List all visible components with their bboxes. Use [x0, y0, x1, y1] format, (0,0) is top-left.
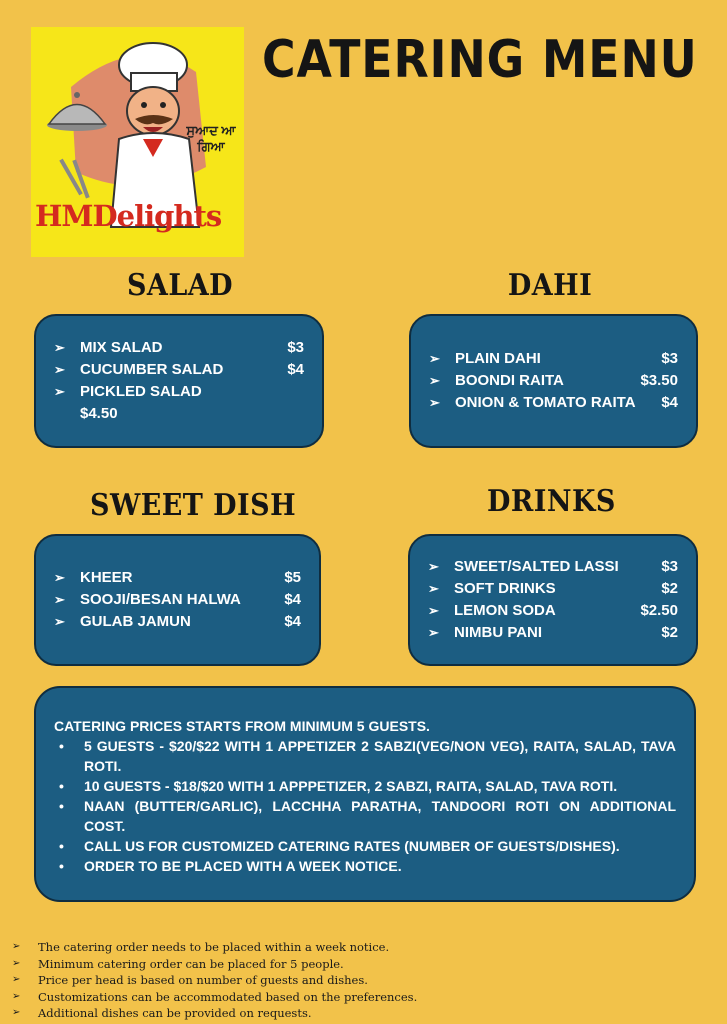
drinks-panel [408, 534, 698, 666]
arrow-bullet-icon: ➢ [12, 990, 21, 1002]
arrow-bullet-icon: ➢ [429, 351, 440, 366]
bullet-dot-icon: • [59, 858, 64, 874]
arrow-bullet-icon: ➢ [54, 340, 65, 355]
bullet-dot-icon: • [59, 778, 64, 794]
arrow-bullet-icon: ➢ [54, 570, 65, 585]
arrow-bullet-icon: ➢ [12, 941, 21, 952]
drinks-title: DRINKS [487, 484, 616, 519]
notes-list [12, 939, 712, 1022]
note-item: ➢ Additional dishes can be provided on requests. [12, 1006, 312, 1020]
note-item: ➢ Minimum catering order can be placed for 5 people. [12, 956, 344, 971]
catering-points [54, 736, 676, 876]
list-item: ➢ ONION & TOMATO RAITA $4 [429, 392, 678, 414]
arrow-bullet-icon: ➢ [12, 974, 21, 985]
arrow-bullet-icon: ➢ [12, 957, 21, 969]
salad-title: SALAD [126, 268, 234, 303]
list-item: ➢ BOONDI RAITA $3.50 [429, 370, 678, 392]
dahi-panel [409, 314, 698, 448]
list-item: ➢ CUCUMBER SALAD $4 [54, 359, 304, 381]
list-item: ➢ KHEER $5 [54, 567, 301, 589]
list-item: • NAAN (BUTTER/GARLIC), LACCHHA PARATHA, TANDOORI ROTI ON ADDITIONAL COST. [54, 796, 676, 836]
list-item: • ORDER TO BE PLACED WITH A WEEK NOTICE. [54, 856, 676, 876]
arrow-bullet-icon: ➢ [54, 592, 65, 607]
list-item: ➢ SWEET/SALTED LASSI $3 [428, 556, 678, 578]
list-item: ➢ SOFT DRINKS $2 [428, 578, 678, 600]
logo-tagline: ਸੁਆਦ ਆ ਗਿਆ [186, 123, 236, 154]
note-item: ➢ Customizations can be accommodated based on the preferences. [12, 989, 418, 1004]
dahi-title: DAHI [507, 268, 593, 303]
sweet-dish-title: SWEET DISH [90, 488, 297, 523]
list-item: ➢ SOOJI/BESAN HALWA $4 [54, 589, 301, 611]
list-item: ➢ NIMBU PANI $2 [428, 622, 678, 644]
catering-lead: CATERING PRICES STARTS FROM MINIMUM 5 GUESTS. [54, 718, 430, 734]
list-item: • 10 GUESTS - $18/$20 WITH 1 APPPETIZER, 2 SABZI, RAITA, SALAD, TAVA ROTI. [54, 776, 676, 796]
list-item: • 5 GUESTS - $20/$22 WITH 1 APPETIZER 2 SABZI(VEG/NON VEG), RAITA, SALAD, TAVA ROTI. [54, 736, 676, 776]
salad-panel [34, 314, 324, 448]
list-item: ➢ PLAIN DAHI $3 [429, 348, 678, 370]
logo [31, 27, 244, 257]
arrow-bullet-icon: ➢ [54, 614, 65, 629]
arrow-bullet-icon: ➢ [54, 384, 65, 399]
bullet-dot-icon: • [59, 738, 64, 754]
arrow-bullet-icon: ➢ [428, 625, 439, 640]
arrow-bullet-icon: ➢ [428, 559, 439, 574]
note-item: ➢ Price per head is based on number of guests and dishes. [12, 973, 368, 987]
list-item: ➢ MIX SALAD $3 [54, 337, 304, 359]
catering-info-panel [34, 686, 696, 902]
bullet-dot-icon: • [59, 798, 64, 814]
list-item: • CALL US FOR CUSTOMIZED CATERING RATES (NUMBER OF GUESTS/DISHES). [54, 836, 676, 856]
list-item: ➢ PICKLED SALAD $4.50 [54, 383, 202, 422]
list-item: ➢ LEMON SODA $2.50 [428, 600, 678, 622]
logo-brand: HMDelights [35, 199, 222, 233]
arrow-bullet-icon: ➢ [54, 362, 65, 377]
note-item: ➢ The catering order needs to be placed within a week notice. [12, 940, 390, 954]
sweet-dish-panel [34, 534, 321, 666]
list-item: ➢ GULAB JAMUN $4 [54, 611, 301, 633]
bullet-dot-icon: • [59, 838, 64, 854]
arrow-bullet-icon: ➢ [429, 373, 440, 388]
arrow-bullet-icon: ➢ [428, 603, 439, 618]
arrow-bullet-icon: ➢ [12, 1007, 21, 1018]
arrow-bullet-icon: ➢ [428, 581, 439, 596]
arrow-bullet-icon: ➢ [429, 395, 440, 410]
page-title: CATERING MENU [262, 30, 698, 90]
